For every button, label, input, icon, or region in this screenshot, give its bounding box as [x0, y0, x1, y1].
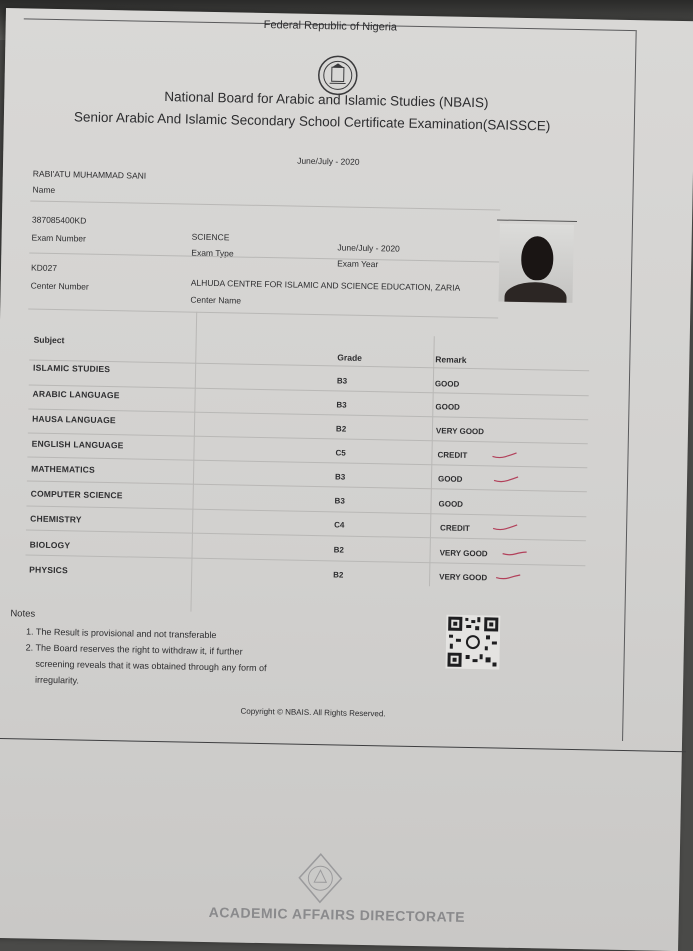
grade-header: Grade [337, 352, 362, 362]
table-row-remark: GOOD [435, 379, 460, 388]
table-row-remark: VERY GOOD [439, 572, 487, 582]
table-row-remark: GOOD [438, 474, 463, 483]
table-row-remark: GOOD [438, 499, 463, 508]
exam-type-value: SCIENCE [192, 232, 230, 243]
exam-year-value: June/July - 2020 [337, 242, 400, 253]
center-number-label: Center Number [31, 281, 89, 292]
note-item: 1. The Result is provisional and not transferable [26, 627, 217, 641]
board-title: National Board for Arabic and Islamic Studies (NBAIS) [164, 89, 488, 110]
table-row-subject: ENGLISH LANGUAGE [32, 439, 124, 451]
copyright-text: Copyright © NBAIS. All Rights Reserved. [240, 707, 385, 719]
directorate-title: ACADEMIC AFFAIRS DIRECTORATE [209, 904, 466, 925]
exam-number-value: 387085400KD [32, 215, 87, 226]
pen-check-mark-icon [491, 451, 517, 459]
directorate-seal-icon [295, 852, 346, 905]
table-row-grade: B3 [337, 376, 347, 385]
table-row-grade: B2 [336, 424, 346, 433]
table-row-subject: ISLAMIC STUDIES [33, 363, 110, 374]
candidate-name-value: RABI'ATU MUHAMMAD SANI [33, 169, 147, 181]
note-item: 2. The Board reserves the right to withdraw it, if further [26, 642, 243, 656]
table-row-subject: ARABIC LANGUAGE [33, 389, 120, 401]
table-row-grade: B3 [335, 496, 345, 505]
exam-number-label: Exam Number [32, 233, 87, 244]
photo-face [521, 236, 554, 281]
note-item: screening reveals that it was obtained through any form of [35, 659, 266, 673]
center-name-label: Center Name [190, 295, 241, 306]
subject-header: Subject [34, 335, 65, 346]
nbais-seal-icon [316, 54, 359, 97]
exam-type-label: Exam Type [191, 248, 234, 259]
table-row-subject: HAUSA LANGUAGE [32, 414, 116, 426]
table-row-grade: C5 [335, 448, 345, 457]
passport-photo [498, 224, 573, 303]
table-row-subject: BIOLOGY [30, 540, 71, 551]
table-row-subject: MATHEMATICS [31, 464, 95, 475]
table-row-grade: B3 [335, 472, 345, 481]
table-row-grade: C4 [334, 520, 344, 529]
table-row-subject: CHEMISTRY [30, 514, 82, 525]
pen-check-mark-icon [495, 572, 521, 580]
pen-check-mark-icon [492, 523, 518, 531]
exam-session: June/July - 2020 [297, 156, 360, 167]
center-number-value: KD027 [31, 263, 57, 273]
table-row-remark: VERY GOOD [440, 548, 488, 558]
photo-shoulder [504, 282, 567, 303]
table-row-subject: COMPUTER SCIENCE [31, 489, 123, 501]
table-row-remark: GOOD [435, 402, 460, 411]
remark-header: Remark [435, 354, 466, 365]
result-sheet [0, 8, 693, 951]
candidate-name-label: Name [32, 185, 55, 195]
table-row-remark: CREDIT [437, 450, 467, 460]
table-row-remark: VERY GOOD [436, 426, 484, 436]
note-item: irregularity. [35, 675, 79, 686]
table-row-remark: CREDIT [440, 523, 470, 533]
table-row-grade: B2 [333, 570, 343, 579]
exam-title: Senior Arabic And Islamic Secondary School Certificate Examination(SAISSCE) [74, 109, 551, 133]
notes-title: Notes [10, 608, 35, 619]
pen-check-mark-icon [493, 475, 519, 483]
exam-year-label: Exam Year [337, 258, 378, 269]
table-row-grade: B2 [334, 545, 344, 554]
qr-code-icon [445, 615, 500, 670]
pen-check-mark-icon [502, 549, 528, 557]
country-title: Federal Republic of Nigeria [264, 19, 398, 34]
table-row-subject: PHYSICS [29, 565, 68, 576]
table-row-grade: B3 [336, 400, 346, 409]
center-name-value: ALHUDA CENTRE FOR ISLAMIC AND SCIENCE EDUCATION, ZARIA [191, 278, 461, 293]
